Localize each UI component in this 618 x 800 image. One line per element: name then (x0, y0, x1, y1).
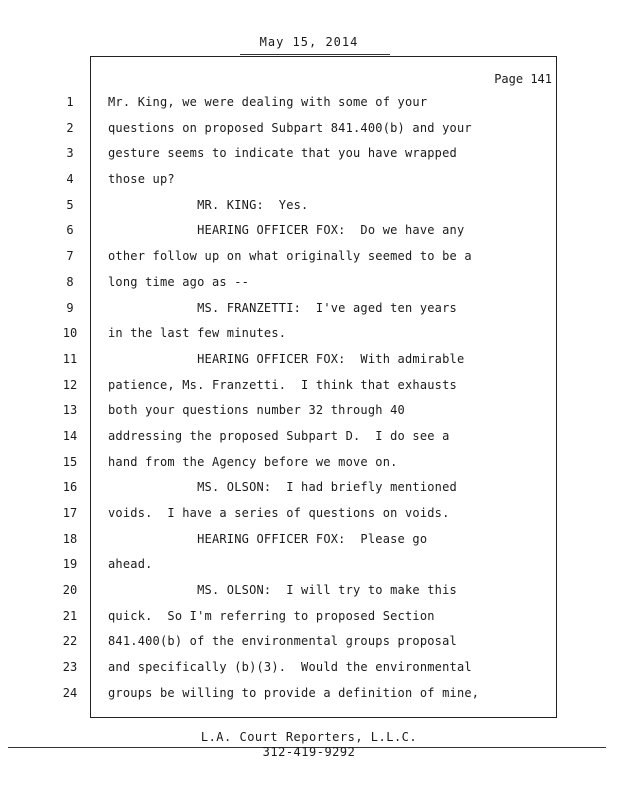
line-number: 11 (62, 351, 78, 366)
footer-phone: 312-419-9292 (262, 745, 356, 759)
transcript-line: HEARING OFFICER FOX: Please go (108, 531, 428, 546)
line-number: 20 (62, 583, 78, 598)
line-number: 13 (62, 403, 78, 418)
transcript-line: MS. FRANZETTI: I've aged ten years (108, 300, 457, 315)
transcript-line: questions on proposed Subpart 841.400(b) and your (108, 120, 472, 135)
transcript-line: MR. KING: Yes. (108, 197, 309, 212)
line-number: 4 (66, 172, 74, 187)
transcript-line: patience, Ms. Franzetti. I think that exhausts (108, 377, 457, 392)
transcript-line: and specifically (b)(3). Would the environmental (108, 660, 472, 675)
line-number: 6 (66, 223, 74, 238)
transcript-text (108, 92, 550, 709)
transcript-line: MS. OLSON: I had briefly mentioned (108, 480, 457, 495)
transcript-line: 841.400(b) of the environmental groups proposal (108, 634, 457, 649)
line-number: 2 (66, 120, 74, 135)
transcript-line: voids. I have a series of questions on voids. (108, 506, 450, 520)
transcript-line: quick. So I'm referring to proposed Section (108, 608, 435, 623)
line-number: 14 (62, 428, 78, 443)
transcript-line: addressing the proposed Subpart D. I do see a (108, 428, 450, 443)
transcript-line: in the last few minutes. (108, 326, 287, 341)
line-number: 17 (62, 506, 78, 520)
line-number: 16 (62, 480, 78, 495)
line-number: 7 (66, 249, 74, 264)
line-number: 10 (62, 326, 78, 341)
header-date: May 15, 2014 (259, 35, 359, 49)
transcript-line: other follow up on what originally seemed to be a (108, 249, 472, 264)
transcript-line: groups be willing to provide a definition of mine, (108, 685, 480, 700)
line-number: 5 (66, 197, 74, 212)
transcript-line: HEARING OFFICER FOX: Do we have any (108, 223, 465, 238)
line-number: 22 (62, 634, 78, 649)
line-number: 18 (62, 531, 78, 546)
line-number: 24 (62, 685, 78, 700)
line-number: 15 (62, 454, 78, 469)
line-number-column (58, 92, 82, 709)
transcript-line: MS. OLSON: I will try to make this (108, 583, 457, 598)
line-number: 23 (62, 660, 78, 675)
line-number: 21 (62, 608, 78, 623)
transcript-line: Mr. King, we were dealing with some of your (108, 95, 428, 109)
transcript-line: both your questions number 32 through 40 (108, 403, 405, 418)
transcript-line: long time ago as -- (108, 274, 250, 289)
header-rule (240, 54, 390, 55)
transcript-line: those up? (108, 172, 175, 187)
transcript-line: hand from the Agency before we move on. (108, 454, 398, 469)
footer-company: L.A. Court Reporters, L.L.C. (200, 730, 418, 744)
transcript-line: ahead. (108, 557, 153, 572)
page-number: Page 141 (494, 72, 552, 86)
line-number: 9 (66, 300, 74, 315)
transcript-line: HEARING OFFICER FOX: With admirable (108, 351, 465, 366)
line-number: 3 (66, 146, 74, 161)
line-number: 19 (62, 557, 78, 572)
line-number: 8 (66, 274, 74, 289)
line-number: 1 (66, 95, 74, 109)
transcript-line: gesture seems to indicate that you have wrapped (108, 146, 457, 161)
line-number: 12 (62, 377, 78, 392)
